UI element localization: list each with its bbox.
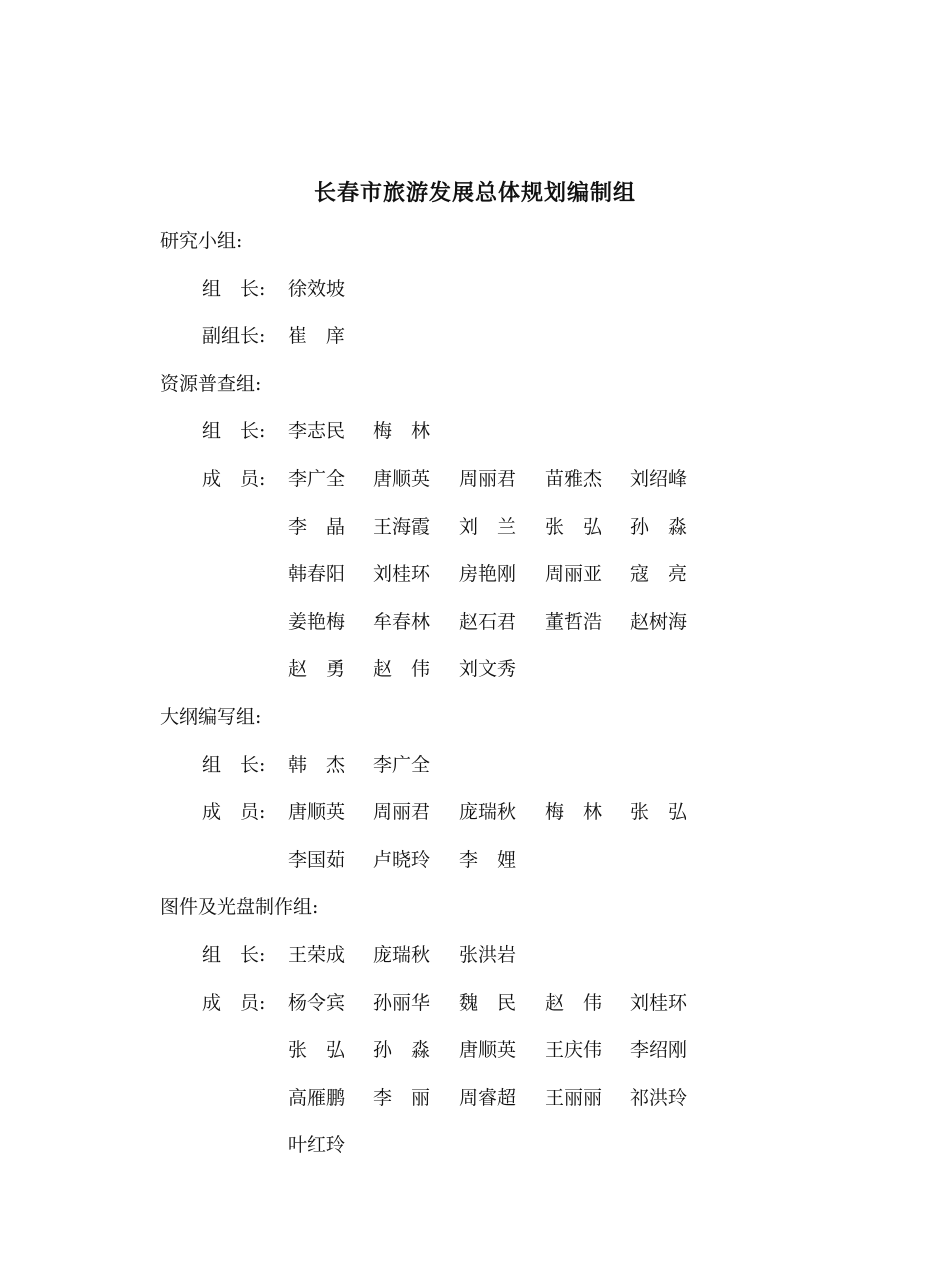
member-name: 魏 民: [459, 992, 517, 1014]
member-name: 赵石君: [459, 611, 517, 633]
member-name: 牟春林: [373, 611, 431, 633]
section-heading: 图件及光盘制作组:: [160, 896, 319, 918]
member-name: 卢晓玲: [373, 849, 431, 871]
member-name: 刘 兰: [459, 516, 517, 538]
member-name: 徐效坡: [288, 278, 346, 300]
member-name: 李广全: [373, 754, 431, 776]
name-row: [288, 610, 708, 634]
member-name: 唐顺英: [373, 468, 431, 490]
member-name: 刘桂环: [373, 563, 431, 585]
member-name: 张 弘: [545, 516, 603, 538]
name-row: [288, 848, 708, 872]
member-name: 李 娌: [459, 849, 517, 871]
member-name: 姜艳梅: [288, 611, 346, 633]
member-name: 李国茹: [288, 849, 346, 871]
role-label: 组 长:: [202, 754, 266, 776]
member-name: 杨令宾: [288, 992, 346, 1014]
section-heading: 研究小组:: [160, 230, 243, 252]
role-label: 组 长:: [202, 278, 266, 300]
member-name: 孙丽华: [373, 992, 431, 1014]
name-row: [288, 467, 708, 491]
member-name: 庞瑞秋: [459, 801, 517, 823]
member-name: 韩 杰: [288, 754, 346, 776]
name-row: [288, 1133, 708, 1157]
name-row: [288, 515, 708, 539]
member-name: 梅 林: [373, 420, 431, 442]
member-name: 韩春阳: [288, 563, 346, 585]
section-heading: 大纲编写组:: [160, 706, 262, 728]
member-name: 李广全: [288, 468, 346, 490]
name-row: [288, 1086, 708, 1110]
section-heading: 资源普查组:: [160, 373, 262, 395]
member-name: 刘文秀: [459, 658, 517, 680]
member-name: 庞瑞秋: [373, 944, 431, 966]
role-label: 成 员:: [202, 468, 266, 490]
member-name: 祁洪玲: [630, 1087, 688, 1109]
member-name: 李 晶: [288, 516, 346, 538]
member-name: 李绍刚: [630, 1039, 688, 1061]
role-label: 副组长:: [202, 325, 266, 347]
member-name: 苗雅杰: [545, 468, 603, 490]
member-name: 梅 林: [545, 801, 603, 823]
member-name: 董哲浩: [545, 611, 603, 633]
name-row: [288, 753, 708, 777]
name-row: [288, 991, 708, 1015]
member-name: 刘绍峰: [630, 468, 688, 490]
name-row: [288, 324, 708, 348]
name-row: [288, 1038, 708, 1062]
member-name: 唐顺英: [459, 1039, 517, 1061]
member-name: 孙 淼: [630, 516, 688, 538]
member-name: 赵树海: [630, 611, 688, 633]
member-name: 叶红玲: [288, 1134, 346, 1156]
member-name: 王荣成: [288, 944, 346, 966]
member-name: 李 丽: [373, 1087, 431, 1109]
member-name: 张洪岩: [459, 944, 517, 966]
member-name: 王庆伟: [545, 1039, 603, 1061]
role-label: 成 员:: [202, 992, 266, 1014]
member-name: 李志民: [288, 420, 346, 442]
role-label: 组 长:: [202, 420, 266, 442]
member-name: 周睿超: [459, 1087, 517, 1109]
member-name: 周丽君: [373, 801, 431, 823]
member-name: 周丽亚: [545, 563, 603, 585]
member-name: 赵 勇: [288, 658, 346, 680]
role-label: 成 员:: [202, 801, 266, 823]
name-row: [288, 657, 708, 681]
name-row: [288, 800, 708, 824]
member-name: 王丽丽: [545, 1087, 603, 1109]
member-name: 赵 伟: [545, 992, 603, 1014]
member-name: 王海霞: [373, 516, 431, 538]
name-row: [288, 943, 708, 967]
member-name: 刘桂环: [630, 992, 688, 1014]
member-name: 高雁鹏: [288, 1087, 346, 1109]
name-row: [288, 419, 708, 443]
member-name: 孙 淼: [373, 1039, 431, 1061]
member-name: 崔 庠: [288, 325, 346, 347]
member-name: 张 弘: [630, 801, 688, 823]
name-row: [288, 277, 708, 301]
document-title: 长春市旅游发展总体规划编制组: [313, 180, 636, 206]
member-name: 张 弘: [288, 1039, 346, 1061]
member-name: 房艳刚: [459, 563, 517, 585]
member-name: 周丽君: [459, 468, 517, 490]
name-row: [288, 562, 708, 586]
member-name: 寇 亮: [630, 563, 688, 585]
member-name: 赵 伟: [373, 658, 431, 680]
member-name: 唐顺英: [288, 801, 346, 823]
role-label: 组 长:: [202, 944, 266, 966]
